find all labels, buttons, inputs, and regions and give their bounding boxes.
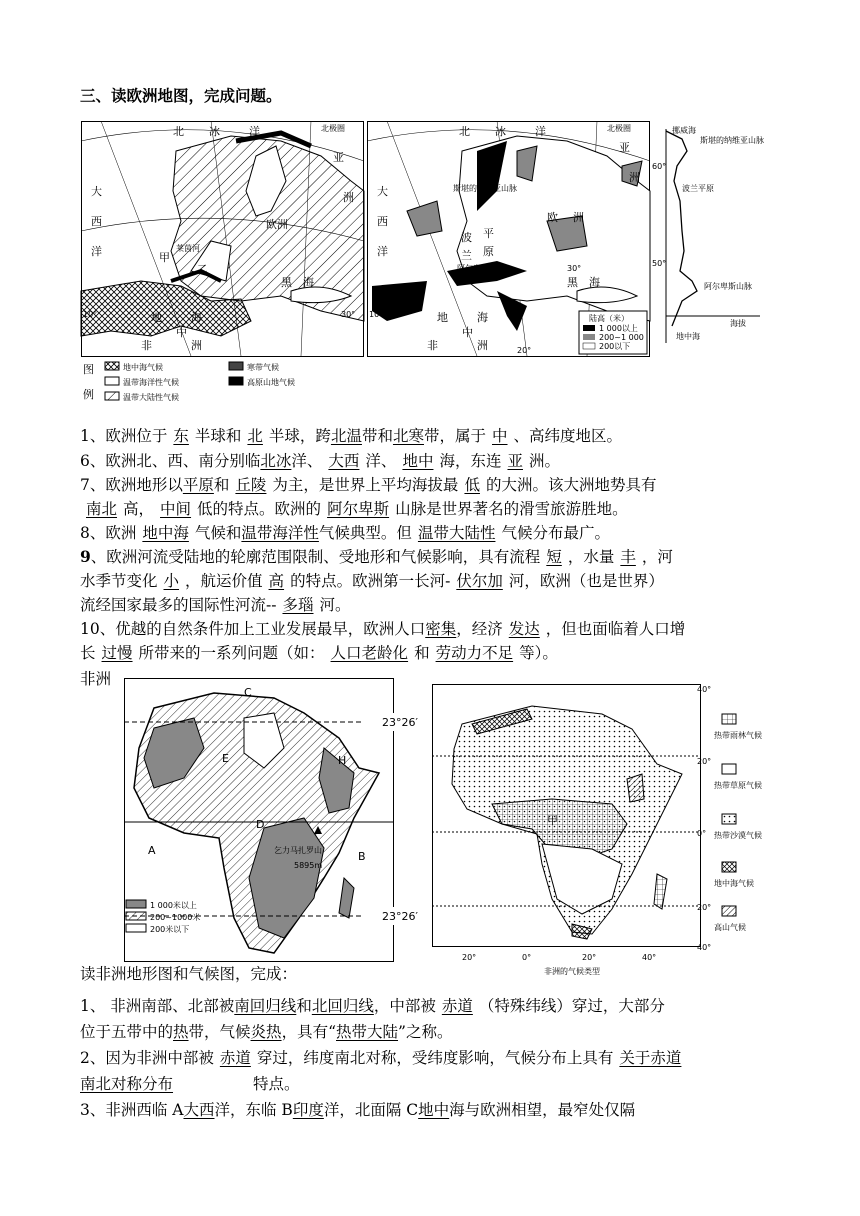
climate-map-label-0: 北 — [173, 125, 184, 138]
africa-climate-legend-2: 热带沙漠气候 — [714, 831, 762, 840]
terrain-map-label-4: 洲 — [629, 171, 640, 184]
climate-map-label-7: 黑 — [281, 276, 292, 289]
terrain-map-label-14: 黑 — [567, 276, 578, 289]
africa-climate-label-0: 40° — [697, 685, 712, 694]
profile-label-4: 50° — [652, 259, 667, 268]
africa-question-1-line1: 1、 非洲南部、北部被南回归线和北回归线，中部被 赤道 （特殊纬线）穿过，大部分 — [80, 997, 665, 1015]
question-10-line1: 10、优越的自然条件加上工业发展最早，欧洲人口密集，经济 发达 ，但也面临着人口增 — [80, 620, 686, 638]
climate-map-label-10: 中 — [176, 326, 187, 339]
africa-terrain-label-6: 23°26′ — [382, 716, 418, 729]
africa-heading: 非洲 — [80, 670, 112, 688]
terrain-map-label-25: 10° — [369, 310, 384, 319]
question-8: 8、欧洲 地中海 气候和温带海洋性气候典型。但 温带大陆性 气候分布最广。 — [80, 524, 610, 542]
legend-title-2: 例 — [83, 388, 94, 401]
terrain-map-label-1: 冰 — [495, 125, 506, 138]
africa-climate-legend — [714, 714, 762, 932]
terrain-map-label-2: 洋 — [535, 125, 546, 138]
terrain-map-label-9: 洲 — [573, 211, 584, 224]
question-9-line2: 水季节变化 小 ，航运价值 高 的特点。欧洲第一长河- 伏尔加 河，欧洲（也是世界） — [80, 572, 664, 590]
terrain-map-label-3: 亚 — [619, 141, 630, 154]
africa-instruction: 读非洲地形图和气候图，完成： — [80, 965, 298, 983]
terrain-map-label-18: 海 — [477, 311, 488, 324]
profile-label-1: 斯堪的纳维亚山脉 — [700, 136, 764, 145]
climate-map-label-13: 洲 — [191, 339, 202, 352]
climate-map-label-5: 洋 — [91, 245, 102, 258]
europe-terrain-map — [367, 121, 650, 357]
africa-climate-map — [432, 684, 762, 976]
africa-climate-legend-1: 热带草原气候 — [714, 781, 762, 790]
climate-map-label-3: 大 — [91, 185, 102, 198]
climate-map-label-6: 欧洲 — [266, 218, 288, 231]
climate-map-label-19: 乙 — [197, 263, 208, 276]
terrain-map-label-12: 平 — [483, 227, 494, 240]
climate-map-label-15: 洲 — [343, 191, 354, 204]
africa-terrain-label-1: E — [222, 752, 229, 765]
profile-label-7: 地中海 — [676, 332, 700, 341]
terrain-map-label-17: 中 — [462, 326, 473, 339]
legend-item-0: 地中海气候 — [123, 363, 163, 372]
section-title: 三、读欧洲地图，完成问题。 — [80, 86, 282, 105]
climate-map-label-21: 30° — [341, 310, 356, 319]
terrain-legend-2: 200~1 000 — [599, 333, 644, 342]
terrain-legend-1: 1 000以上 — [599, 324, 638, 333]
terrain-map-label-8: 欧 — [547, 211, 558, 224]
africa-terrain-label-7: 23°26′ — [382, 910, 418, 923]
profile-label-5: 阿尔卑斯山脉 — [704, 282, 752, 291]
europe-climate-map — [81, 121, 364, 405]
terrain-map-label-16: 地 — [437, 311, 448, 324]
climate-map-label-16: 甲 — [159, 251, 170, 264]
africa-climate-label-4: 40° — [697, 943, 712, 952]
africa-terrain-label-9: 5895m — [294, 861, 323, 870]
africa-terrain-legend-0: 1 000米以上 — [150, 901, 197, 910]
africa-terrain-label-0: C — [244, 686, 252, 699]
terrain-map-label-10: 波 — [461, 231, 472, 244]
africa-terrain-label-2: H — [338, 754, 347, 767]
africa-climate-legend-4: 高山气候 — [714, 923, 746, 932]
terrain-map-label-21: 斯堪的纳维亚山脉 — [453, 184, 517, 193]
terrain-map-label-7: 洋 — [377, 245, 388, 258]
africa-terrain-legend-2: 200米以下 — [150, 925, 190, 934]
terrain-legend-3: 200以下 — [599, 342, 631, 351]
terrain-map-label-20: 洲 — [477, 339, 488, 352]
africa-climate-label-9: 甲 — [547, 814, 558, 827]
climate-map-label-2: 洋 — [249, 125, 260, 138]
terrain-map-label-19: 非 — [427, 339, 438, 352]
profile-label-3: 波兰平原 — [682, 184, 714, 193]
climate-map-label-1: 冰 — [209, 125, 220, 138]
climate-map-label-18: 北极圈 — [321, 124, 345, 133]
profile-label-0: 挪威海 — [672, 126, 696, 135]
africa-climate-label-2: 0° — [697, 829, 707, 838]
terrain-map-label-11: 兰 — [461, 249, 472, 262]
africa-question-1-line2: 位于五带中的热带，气候炎热，具有“热带大陆”之称。 — [80, 1023, 453, 1041]
africa-climate-label-8: 40° — [642, 953, 657, 962]
africa-climate-label-3: 20° — [697, 903, 712, 912]
terrain-map-label-0: 北 — [459, 125, 470, 138]
question-9-line3: 流经国家最多的国际性河流-- 多瑙 河。 — [80, 596, 351, 614]
question-7-line1: 7、欧洲地形以平原和 丘陵 为主，是世界上平均海拔最 低 的大洲。该大洲地势具有 — [80, 476, 657, 494]
africa-question-2-line1: 2、因为非洲中部被 赤道 穿过，纬度南北对称，受纬度影响，气候分布上具有 关于赤道 — [80, 1049, 682, 1067]
question-9-line1: 9、欧洲河流受陆地的轮廓范围限制、受地形和气候影响，具有流程 短 ，水量 丰 ，河 — [80, 547, 673, 566]
terrain-map-label-23: 阿尔卑斯山脉 — [457, 264, 505, 273]
africa-climate-legend-3: 地中海气候 — [714, 879, 754, 888]
climate-map-label-17: 莱茵河 — [176, 244, 200, 253]
climate-map-label-20: 10° — [83, 310, 98, 319]
legend-item-2: 温带大陆性气候 — [123, 393, 179, 402]
profile-label-6: 海拔 — [730, 319, 746, 328]
africa-terrain-legend-1: 200~1000米 — [150, 913, 201, 922]
terrain-legend — [579, 311, 647, 354]
africa-terrain-label-3: D — [256, 818, 265, 831]
climate-map-label-4: 西 — [91, 215, 102, 228]
legend-item-3: 寒带气候 — [247, 363, 279, 372]
climate-legend — [83, 362, 295, 402]
question-6: 6、欧洲北、西、南分别临北冰洋、 大西 洋、 地中 海，东连 亚 洲。 — [80, 452, 560, 470]
africa-question-2-line2: 南北对称分布 特点。 — [80, 1075, 300, 1093]
africa-terrain-label-4: A — [148, 844, 156, 857]
africa-question-3: 3、非洲西临 A大西洋，东临 B印度洋，北面隔 C地中海与欧洲相望，最窄处仅隔 — [80, 1101, 636, 1119]
profile-label-2: 60° — [652, 162, 667, 171]
terrain-map-label-22: 北极圈 — [607, 124, 631, 133]
legend-title-1: 图 — [83, 363, 94, 376]
africa-terrain-label-5: B — [358, 850, 366, 863]
terrain-map-label-15: 海 — [589, 276, 600, 289]
terrain-map-label-13: 原 — [483, 245, 494, 258]
africa-climate-label-6: 0° — [522, 953, 532, 962]
africa-climate-legend-0: 热带雨林气候 — [714, 731, 762, 740]
africa-terrain-label-8: 乞力马扎罗山 — [274, 846, 322, 855]
europe-profile-chart — [652, 121, 762, 357]
africa-climate-caption: 非洲的气候类型 — [544, 967, 600, 976]
terrain-map-label-26: 20° — [517, 346, 532, 355]
question-1: 1、欧洲位于 东 半球和 北 半球，跨北温带和北寒带，属于 中 、高纬度地区。 — [80, 427, 623, 445]
africa-climate-label-5: 20° — [462, 953, 477, 962]
climate-map-label-8: 海 — [303, 276, 314, 289]
africa-terrain-legend — [126, 900, 200, 934]
climate-map-label-12: 非 — [141, 339, 152, 352]
terrain-map-label-6: 西 — [377, 215, 388, 228]
climate-map-label-11: 海 — [191, 311, 202, 324]
terrain-map-label-24: 30° — [567, 264, 582, 273]
question-10-line2: 长 过慢 所带来的一系列问题（如： 人口老龄化 和 劳动力不足 等）。 — [80, 644, 558, 662]
legend-item-1: 温带海洋性气候 — [123, 378, 179, 387]
legend-item-4: 高原山地气候 — [247, 378, 295, 387]
africa-terrain-map — [124, 678, 418, 962]
africa-climate-label-7: 20° — [582, 953, 597, 962]
climate-map-label-9: 地 — [151, 311, 162, 324]
climate-map-label-14: 亚 — [333, 151, 344, 164]
terrain-map-label-5: 大 — [377, 185, 388, 198]
question-7-line2: 南北 高， 中间 低的特点。欧洲的 阿尔卑斯 山脉是世界著名的滑雪旅游胜地。 — [86, 500, 628, 518]
africa-climate-label-1: 20° — [697, 757, 712, 766]
terrain-legend-0: 陆高（米） — [589, 314, 629, 323]
